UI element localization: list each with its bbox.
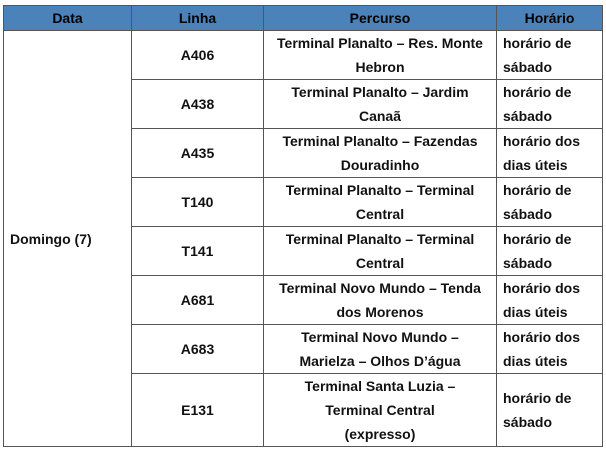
percurso-line: dos Morenos — [336, 304, 424, 320]
horario-line: horário dos — [503, 280, 581, 296]
percurso-line: Terminal Planalto – Terminal — [285, 182, 475, 198]
percurso-line: Terminal Novo Mundo – — [301, 329, 459, 345]
horario-line: dias úteis — [503, 304, 568, 320]
percurso-line: Terminal Santa Luzia – — [304, 378, 456, 394]
horario-line: sábado — [503, 59, 553, 75]
horario-line: horário dos — [503, 329, 581, 345]
percurso-line: Terminal Planalto – Fazendas — [282, 133, 478, 149]
percurso-cell — [264, 227, 497, 276]
horario-cell — [497, 80, 603, 129]
percurso-line: Marielza – Olhos D’água — [299, 353, 461, 369]
percurso-cell — [264, 325, 497, 374]
horario-line: sábado — [503, 255, 553, 271]
horario-cell — [497, 374, 603, 447]
header-data: Data — [4, 6, 132, 31]
horario-line: horário de — [503, 182, 572, 198]
horario-line: horário dos — [503, 133, 581, 149]
percurso-line: Canaã — [358, 108, 402, 124]
linha-cell: A435 — [132, 129, 264, 178]
percurso-line: Terminal Central — [325, 402, 435, 418]
percurso-line: Central — [355, 255, 405, 271]
linha-cell: A406 — [132, 31, 264, 80]
horario-cell — [497, 325, 603, 374]
percurso-line: Terminal Novo Mundo – Tenda — [279, 280, 481, 296]
linha-cell: T141 — [132, 227, 264, 276]
percurso-line: Hebron — [355, 59, 405, 75]
percurso-cell — [264, 31, 497, 80]
horario-line: sábado — [503, 108, 553, 124]
percurso-line: Terminal Planalto – Jardim — [291, 84, 469, 100]
horario-line: dias úteis — [503, 353, 568, 369]
horario-cell — [497, 227, 603, 276]
percurso-cell — [264, 80, 497, 129]
linha-cell: A683 — [132, 325, 264, 374]
horario-line: sábado — [503, 206, 553, 222]
horario-line: horário de — [503, 84, 572, 100]
data-cell: Domingo (7) — [4, 31, 132, 447]
horario-cell — [497, 31, 603, 80]
horario-cell — [497, 178, 603, 227]
linha-cell: A681 — [132, 276, 264, 325]
percurso-line: Terminal Planalto – Res. Monte — [277, 35, 483, 51]
horario-line: sábado — [503, 414, 553, 430]
percurso-cell — [264, 374, 497, 447]
percurso-line: (expresso) — [344, 426, 416, 442]
horario-line: horário de — [503, 231, 572, 247]
linha-cell: A438 — [132, 80, 264, 129]
percurso-cell — [264, 129, 497, 178]
header-horario: Horário — [497, 6, 603, 31]
percurso-line: Central — [355, 206, 405, 222]
percurso-line: Douradinho — [340, 157, 420, 173]
horario-line: dias úteis — [503, 157, 568, 173]
linha-cell: T140 — [132, 178, 264, 227]
bus-schedule-table — [3, 5, 603, 447]
percurso-cell — [264, 276, 497, 325]
header-percurso: Percurso — [264, 6, 497, 31]
horario-line: horário de — [503, 35, 572, 51]
header-linha: Linha — [132, 6, 264, 31]
table-row — [4, 31, 603, 80]
horario-cell — [497, 276, 603, 325]
percurso-cell — [264, 178, 497, 227]
header-row — [4, 6, 603, 31]
linha-cell: E131 — [132, 374, 264, 447]
horario-line: horário de — [503, 390, 572, 406]
percurso-line: Terminal Planalto – Terminal — [285, 231, 475, 247]
horario-cell — [497, 129, 603, 178]
